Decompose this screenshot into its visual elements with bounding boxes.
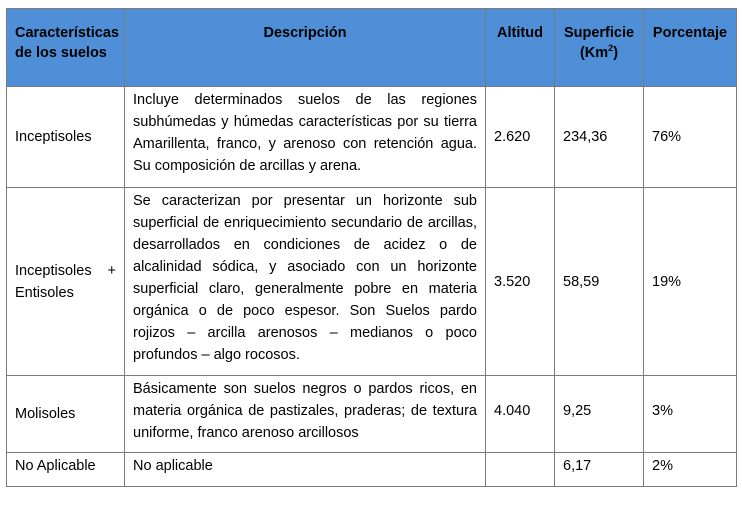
row-description: No aplicable [125, 453, 486, 487]
header-altitude: Altitud [486, 9, 555, 87]
header-surface [555, 9, 644, 87]
row-name-part3: Entisoles [15, 284, 74, 301]
header-characteristics-line1: Características [15, 25, 119, 41]
row-surface: 58,59 [555, 188, 644, 376]
row-percentage: 19% [644, 188, 737, 376]
row-altitude [486, 453, 555, 487]
table-row [7, 376, 737, 453]
row-surface: 234,36 [555, 87, 644, 188]
row-name: No Aplicable [7, 453, 125, 487]
row-name-part2: + [107, 262, 116, 279]
row-description: Se caracterizan por presentar un horizonte sub superficial de enriquecimiento secundario de arcillas, desarrollados en condiciones de acidez o de alcalinidad sódica, y asociado con un horizonte superficial claro, generalmente pobre en materia orgánica o de poco espesor. Son Suelos pardo rojizos – arcilla arenosos – medianos o poco profundos – algo rocosos. [125, 188, 486, 376]
row-surface: 6,17 [555, 453, 644, 487]
row-surface: 9,25 [555, 376, 644, 453]
row-name-line1 [15, 260, 116, 282]
row-name: Molisoles [7, 376, 125, 453]
table-header-row [7, 9, 737, 87]
table-row [7, 453, 737, 487]
header-surface-unit: (Km [579, 45, 609, 61]
row-name-part1: Inceptisoles [15, 262, 92, 279]
row-altitude: 2.620 [486, 87, 555, 188]
row-description: Básicamente son suelos negros o pardos ricos, en materia orgánica de pastizales, praderas; de textura uniforme, franco arenoso arcillosos [125, 376, 486, 453]
table-row [7, 188, 737, 376]
row-description: Incluye determinados suelos de las regiones subhúmedas y húmedas características por su tierra Amarillenta, franco, y arenoso con retención agua. Su composición de arcillas y arena. [125, 87, 486, 188]
row-percentage: 3% [644, 376, 737, 453]
header-surface-close: ) [613, 45, 619, 61]
table-row [7, 87, 737, 188]
row-name [7, 188, 125, 376]
header-description: Descripción [125, 9, 486, 87]
row-name: Inceptisoles [7, 87, 125, 188]
header-surface-sup: 2 [608, 43, 614, 54]
row-altitude: 3.520 [486, 188, 555, 376]
row-percentage: 76% [644, 87, 737, 188]
header-surface-line1: Superficie [563, 25, 635, 41]
row-percentage: 2% [644, 453, 737, 487]
soil-characteristics-table [6, 8, 737, 487]
header-characteristics-line2: de los suelos [15, 45, 107, 61]
row-altitude: 4.040 [486, 376, 555, 453]
header-characteristics [7, 9, 125, 87]
header-percentage: Porcentaje [644, 9, 737, 87]
header-surface-line2 [563, 43, 635, 63]
